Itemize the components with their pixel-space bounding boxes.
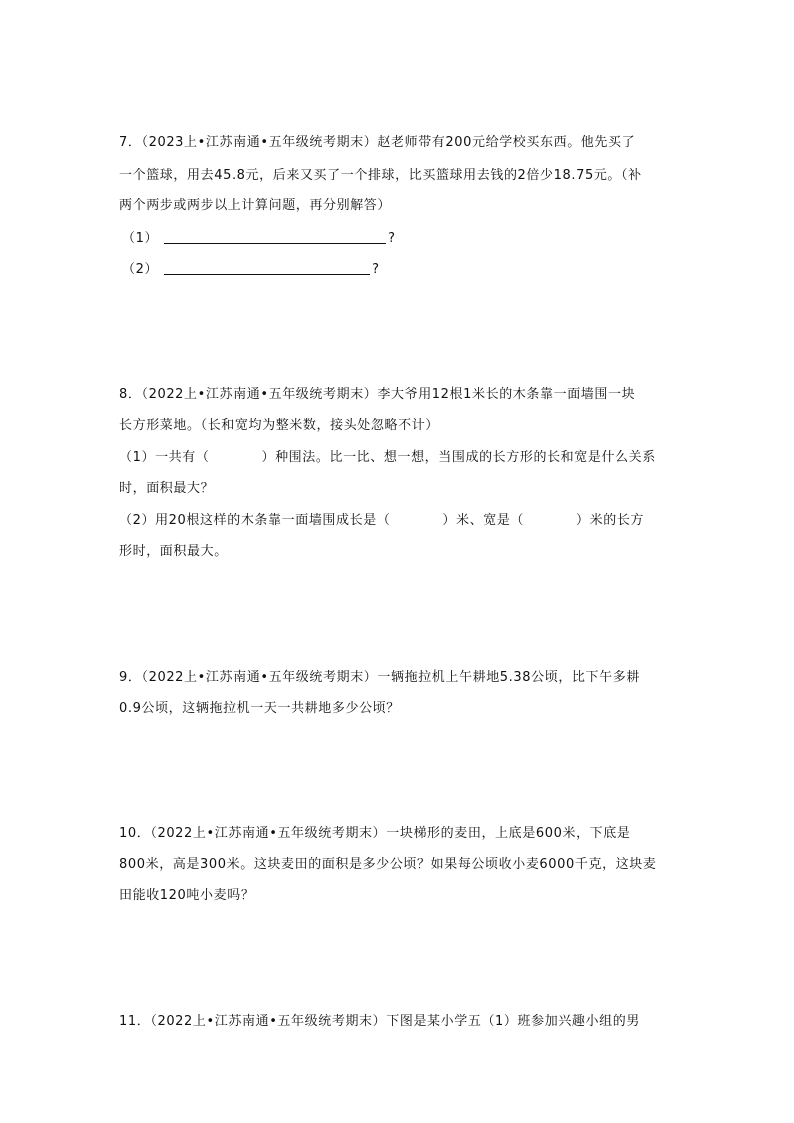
q10-line-1: 10．（2022上•江苏南通•五年级统考期末）一块梯形的麦田，上底是600米，下底是 <box>119 826 631 841</box>
q8-sub2-part-c: ）米的长方 <box>576 513 645 528</box>
q7-sub2-label: （2） <box>122 262 159 277</box>
q7-sub1-end: ? <box>388 231 396 246</box>
q8-sub1-part-b: ）种围法。比一比、想一想，当围成的长方形的长和宽是什么关系 <box>261 450 656 465</box>
q8-sub2-line-2: 形时，面积最大。 <box>119 544 228 559</box>
q7-subquestion-2 <box>122 262 380 278</box>
q7-subquestion-1 <box>122 231 396 247</box>
q7-sub2-answer-blank[interactable] <box>164 262 370 275</box>
q8-sub1-part-a: （1）一共有（ <box>119 450 210 465</box>
q7-line-3: 两个两步或两步以上计算问题，再分别解答） <box>119 198 392 213</box>
q8-line-1: 8．（2022上•江苏南通•五年级统考期末）李大爷用12根1米长的木条靠一面墙围一块 <box>119 387 636 402</box>
q7-line-2: 一个篮球，用去45.8元，后来又买了一个排球，比买篮球用去钱的2倍少18.75元。（补 <box>119 168 642 183</box>
q8-sub1-line-2: 时，面积最大？ <box>119 481 215 496</box>
q7-line-1: 7．（2023上•江苏南通•五年级统考期末）赵老师带有200元给学校买东西。他先买了 <box>119 135 636 150</box>
q7-sub1-label: （1） <box>122 231 159 246</box>
q10-line-3: 田能收120吨小麦吗？ <box>119 888 255 903</box>
q9-line-2: 0.9公顷，这辆拖拉机一天一共耕地多少公顷？ <box>119 701 400 716</box>
q8-sub2-part-b: ）米、宽是（ <box>442 513 525 528</box>
q8-subquestion-1 <box>119 450 656 466</box>
q7-sub1-answer-blank[interactable] <box>164 231 386 244</box>
q7-sub2-end: ? <box>372 262 380 277</box>
q11-line-1: 11．（2022上•江苏南通•五年级统考期末）下图是某小学五（1）班参加兴趣小组的男 <box>119 1014 640 1029</box>
q10-line-2: 800米，高是300米。这块麦田的面积是多少公顷？如果每公顷收小麦6000千克，这块麦 <box>119 857 657 872</box>
q8-subquestion-2 <box>119 513 644 529</box>
q8-line-2: 长方形菜地。（长和宽均为整米数，接头处忽略不计） <box>119 418 439 433</box>
q8-sub2-part-a: （2）用20根这样的木条靠一面墙围成长是（ <box>119 513 391 528</box>
q9-line-1: 9．（2022上•江苏南通•五年级统考期末）一辆拖拉机上午耕地5.38公顷，比下午多耕 <box>119 670 640 685</box>
